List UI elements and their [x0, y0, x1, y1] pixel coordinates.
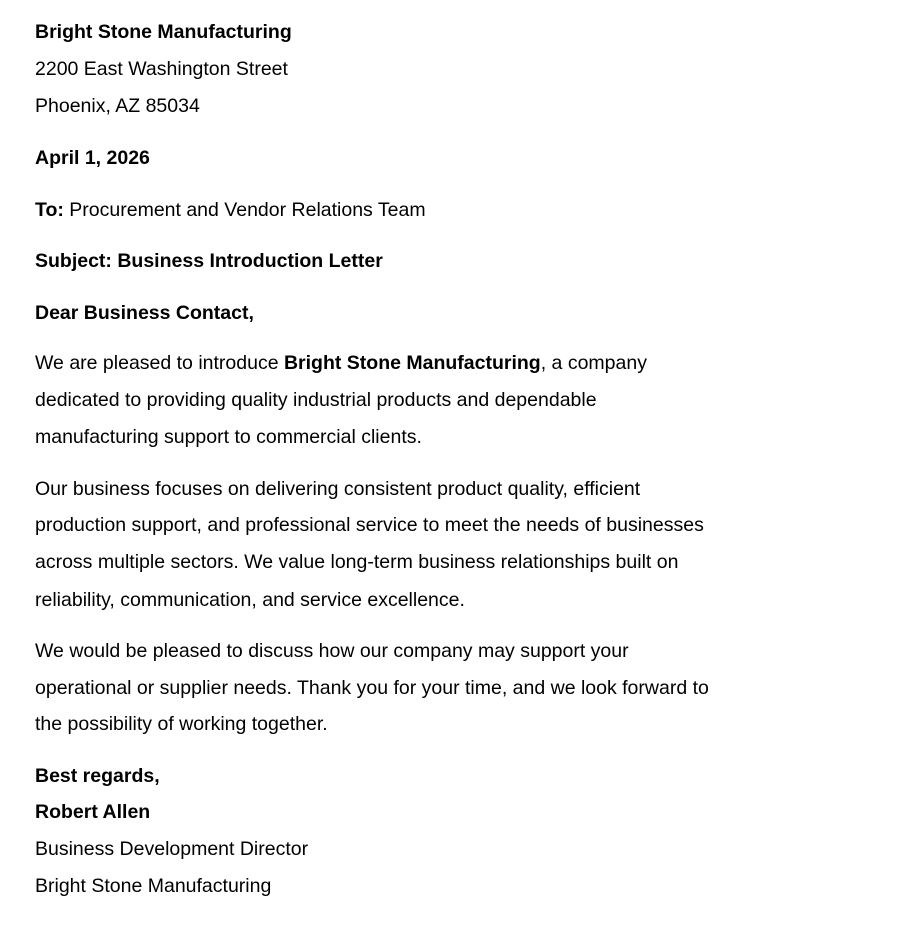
paragraph2-line: Our business focuses on delivering consistent product quality, efficient — [35, 478, 641, 500]
to-value: Procurement and Vendor Relations Team — [63, 199, 426, 221]
paragraph2-line: production support, and professional service to meet the needs of businesses — [35, 514, 704, 536]
paragraph3-line: the possibility of working together. — [35, 713, 328, 735]
sender-city: Phoenix, AZ 85034 — [35, 95, 200, 117]
paragraph3-line: We would be pleased to discuss how our company may support your — [35, 640, 629, 662]
text: We are pleased to introduce — [35, 352, 284, 374]
signer-title: Business Development Director — [35, 838, 309, 860]
paragraph1-line — [35, 351, 647, 375]
text: , a company — [540, 352, 647, 374]
valediction: Best regards, — [35, 765, 160, 787]
to-label: To: — [35, 199, 64, 221]
paragraph1-line: dedicated to providing quality industrial products and dependable — [35, 389, 597, 411]
salutation: Dear Business Contact, — [35, 302, 254, 324]
company-name: Bright Stone Manufacturing — [283, 352, 541, 374]
subject-line: Subject: Business Introduction Letter — [35, 250, 383, 272]
paragraph2-line: reliability, communication, and service excellence. — [35, 589, 465, 611]
signer-name: Robert Allen — [35, 801, 151, 823]
paragraph3-line: operational or supplier needs. Thank you for your time, and we look forward to — [35, 677, 709, 699]
paragraph1-line: manufacturing support to commercial clients. — [35, 426, 422, 448]
signer-company: Bright Stone Manufacturing — [35, 875, 272, 897]
paragraph2-line: across multiple sectors. We value long-term business relationships built on — [35, 551, 679, 573]
letter-date: April 1, 2026 — [35, 147, 150, 169]
sender-street: 2200 East Washington Street — [35, 58, 288, 80]
recipient-line — [35, 198, 426, 222]
sender-company: Bright Stone Manufacturing — [35, 21, 292, 43]
